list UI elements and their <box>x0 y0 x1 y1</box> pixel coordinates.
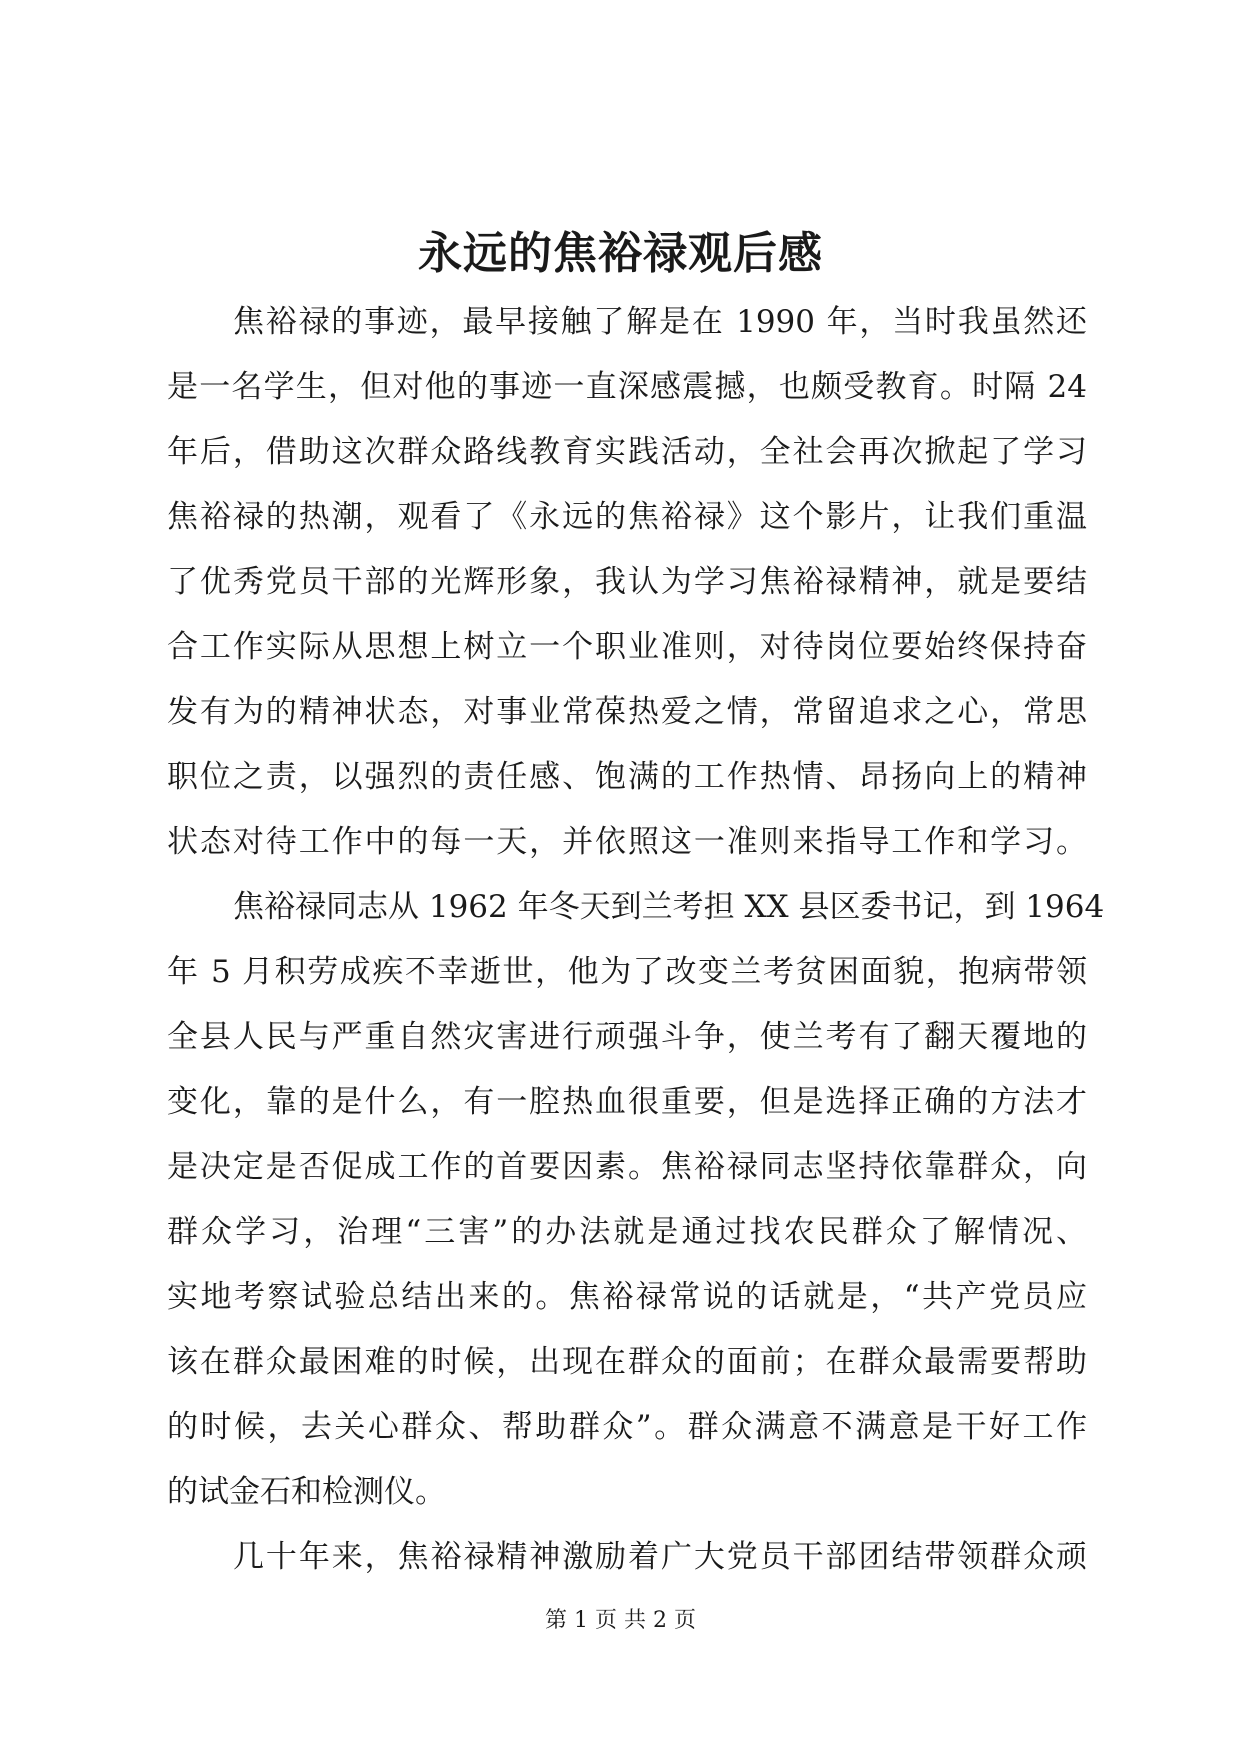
paragraph-2-line-10: 的试金石和检测仪。 <box>167 1474 446 1510</box>
paragraph-3-line-1: 几十年来，焦裕禄精神激励着广大党员干部团结带领群众顽 <box>233 1539 1087 1575</box>
paragraph-2-line-9: 的时候，去关心群众、帮助群众”。群众满意不满意是干好工作 <box>167 1409 1087 1445</box>
paragraph-1-line-8: 职位之责，以强烈的责任感、饱满的工作热情、昂扬向上的精神 <box>167 759 1087 795</box>
paragraph-2-line-2: 年 5 月积劳成疾不幸逝世，他为了改变兰考贫困面貌，抱病带领 <box>167 954 1087 990</box>
paragraph-2-line-8: 该在群众最困难的时候，出现在群众的面前；在群众最需要帮助 <box>167 1344 1087 1380</box>
paragraph-1-line-9: 状态对待工作中的每一天，并依照这一准则来指导工作和学习。 <box>167 824 1087 860</box>
paragraph-2-line-4: 变化，靠的是什么，有一腔热血很重要，但是选择正确的方法才 <box>167 1084 1087 1120</box>
document-body <box>167 290 1105 1590</box>
paragraph-1-line-1: 焦裕禄的事迹，最早接触了解是在 1990 年，当时我虽然还 <box>233 304 1087 340</box>
paragraph-1-line-5: 了优秀党员干部的光辉形象，我认为学习焦裕禄精神，就是要结 <box>167 564 1087 600</box>
page-number-footer: 第 1 页 共 2 页 <box>545 1608 696 1633</box>
document-title: 永远的焦裕禄观后感 <box>418 228 823 279</box>
paragraph-1-line-3: 年后，借助这次群众路线教育实践活动，全社会再次掀起了学习 <box>167 434 1087 470</box>
paragraph-2-line-3: 全县人民与严重自然灾害进行顽强斗争，使兰考有了翻天覆地的 <box>167 1019 1087 1055</box>
paragraph-2-line-5: 是决定是否促成工作的首要因素。焦裕禄同志坚持依靠群众，向 <box>167 1149 1087 1185</box>
paragraph-1-line-7: 发有为的精神状态，对事业常葆热爱之情，常留追求之心，常思 <box>167 694 1087 730</box>
paragraph-2-line-7: 实地考察试验总结出来的。焦裕禄常说的话就是，“共产党员应 <box>167 1279 1087 1315</box>
paragraph-1-line-6: 合工作实际从思想上树立一个职业准则，对待岗位要始终保持奋 <box>167 629 1087 665</box>
paragraph-1-line-4: 焦裕禄的热潮，观看了《永远的焦裕禄》这个影片，让我们重温 <box>167 499 1087 535</box>
paragraph-1-line-2: 是一名学生，但对他的事迹一直深感震撼，也颇受教育。时隔 24 <box>167 369 1087 405</box>
paragraph-2-line-1: 焦裕禄同志从 1962 年冬天到兰考担 XX 县区委书记，到 1964 <box>233 889 1105 925</box>
paragraph-2-line-6: 群众学习，治理“三害”的办法就是通过找农民群众了解情况、 <box>167 1214 1087 1250</box>
